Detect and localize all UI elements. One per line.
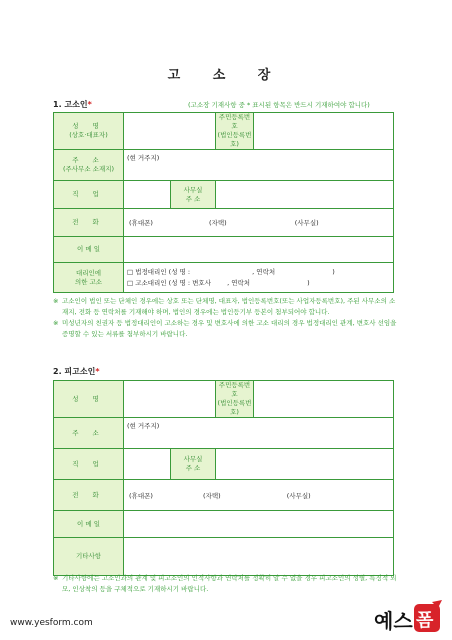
email-field[interactable] xyxy=(124,237,394,263)
name-label xyxy=(54,113,124,150)
regno-label xyxy=(216,113,254,150)
attorney-agent-close: ) xyxy=(307,278,310,287)
accused-regno-label xyxy=(216,381,254,418)
phone-mobile-label: (휴대폰) xyxy=(129,219,153,227)
yesform-logo xyxy=(372,600,444,634)
phone-label xyxy=(54,209,124,237)
accused-phone-office: (사무실) xyxy=(286,491,311,500)
accused-office-field[interactable] xyxy=(216,449,394,480)
office-label-line2: 주 소 xyxy=(185,194,201,203)
attorney-agent-contact: , 연락처 xyxy=(227,278,251,287)
logo-text-2: 폼 xyxy=(416,610,434,631)
yesform-logo-graphic xyxy=(372,600,444,634)
accused-phone-label xyxy=(54,480,124,511)
section-1-heading xyxy=(53,99,92,110)
agent-label xyxy=(54,263,124,293)
note-3 xyxy=(53,573,398,595)
email-label xyxy=(54,237,124,263)
accused-email-label-text: 이 메 일 xyxy=(77,519,100,528)
accused-name-label-text: 성 명 xyxy=(72,394,105,403)
note-symbol: ※ xyxy=(53,574,59,582)
agent-field xyxy=(124,263,394,293)
required-marker: * xyxy=(95,367,100,376)
required-guide-text: (고소장 기재사항 중 * 표시된 항목은 반드시 기재하여야 합니다) xyxy=(188,101,370,109)
note-3-text: 기타사항에는 고소인과의 관계 및 피고소인의 인적사항과 연락처를 정확히 알 수 없을 경우 피고소인의 성별, 특징적 외모, 인상착의 등을 구체적으로 기재하시기 바랍니다. xyxy=(62,574,397,593)
etc-label xyxy=(54,538,124,576)
accused-phone-field[interactable] xyxy=(124,480,394,511)
required-marker: * xyxy=(87,100,92,109)
section-1-heading-text: 1. 고소인 xyxy=(53,100,88,109)
section-2-notes xyxy=(53,573,398,595)
accused-email-field[interactable] xyxy=(124,511,394,538)
note-1-text: 고소인이 법인 또는 단체인 경우에는 상호 또는 단체명, 대표자, 법인등록번호(또는 사업자등록번호), 주된 사무소의 소재지, 전화 등 연락처를 기재해야 하며, 법인의 경우에는 법인등기부 등본이 첨부되어야 합니다. xyxy=(62,297,396,316)
accused-name-field[interactable] xyxy=(124,381,216,418)
legal-agent-contact: , 연락처 xyxy=(252,267,276,276)
section-2-heading xyxy=(53,366,100,377)
phone-label-text: 전 화 xyxy=(72,218,105,226)
accused-address-label-text: 주 소 xyxy=(72,428,105,437)
job-label-text: 직 업 xyxy=(72,190,105,198)
footer-url[interactable]: www.yesform.com xyxy=(10,618,93,628)
name-label-line1: 성 명 xyxy=(72,122,105,130)
address-hint: (현 거주지) xyxy=(127,154,160,162)
agent-label-line1: 대리인에 xyxy=(75,268,102,277)
regno-field[interactable] xyxy=(254,113,394,150)
accused-regno-line1: 주민등록번호 xyxy=(218,381,251,398)
note-2-text: 미성년자의 친권자 등 법정대리인이 고소하는 경우 및 변호사에 의한 고소 대리의 경우 법정대리인 관계, 변호사 선임을 증명할 수 있는 서류를 첨부하시기 바랍니다. xyxy=(62,319,397,338)
accused-name-label xyxy=(54,381,124,418)
document-title: 고 소 장 xyxy=(167,68,285,83)
accused-job-label-text: 직 업 xyxy=(72,459,105,468)
accused-office-line1: 사무실 xyxy=(183,455,203,463)
etc-field[interactable] xyxy=(124,538,394,576)
regno-label-line2: (법인등록번호) xyxy=(217,131,252,148)
note-2 xyxy=(53,318,398,340)
accused-table xyxy=(53,380,394,576)
address-label-line2: (주사무소 소재지) xyxy=(62,165,115,173)
accused-address-field[interactable] xyxy=(124,418,394,449)
accused-phone-mobile: (휴대폰) xyxy=(129,491,153,500)
phone-field[interactable] xyxy=(124,209,394,237)
phone-home-label: (자택) xyxy=(209,219,227,227)
section-1-notes xyxy=(53,296,398,340)
accused-phone-home: (자택) xyxy=(203,491,221,500)
name-field[interactable] xyxy=(124,113,216,150)
note-1 xyxy=(53,296,398,318)
legal-agent-option[interactable] xyxy=(127,267,390,278)
complainant-table xyxy=(53,112,394,293)
note-symbol: ※ xyxy=(53,319,59,327)
email-label-text: 이 메 일 xyxy=(77,245,100,253)
name-label-line2: (상호·대표자) xyxy=(69,131,108,139)
office-address-field[interactable] xyxy=(216,181,394,209)
accused-email-label xyxy=(54,511,124,538)
office-address-label xyxy=(171,181,216,209)
agent-label-line2: 의한 고소 xyxy=(74,277,103,286)
accused-address-hint: (현 거주지) xyxy=(127,422,160,430)
etc-label-text: 기타사항 xyxy=(75,552,102,560)
address-field[interactable] xyxy=(124,150,394,181)
attorney-agent-option[interactable] xyxy=(127,278,390,289)
address-label-line1: 주 소 xyxy=(72,156,105,164)
section-2-heading-text: 2. 피고소인 xyxy=(53,367,96,376)
accused-office-label xyxy=(171,449,216,480)
job-field[interactable] xyxy=(124,181,171,209)
regno-label-line1: 주민등록번호 xyxy=(218,113,251,130)
accused-regno-line2: (법인등록번호) xyxy=(217,399,252,416)
logo-text-1: 예스 xyxy=(374,609,413,633)
accused-address-label xyxy=(54,418,124,449)
legal-agent-close: ) xyxy=(332,267,335,276)
accused-office-line2: 주 소 xyxy=(185,464,201,472)
note-symbol: ※ xyxy=(53,297,59,305)
job-label xyxy=(54,181,124,209)
accused-regno-field[interactable] xyxy=(254,381,394,418)
legal-agent-text: □ 법정대리인 (성 명 : xyxy=(127,267,191,276)
office-label-line1: 사무실 xyxy=(183,185,203,194)
address-label xyxy=(54,150,124,181)
accused-job-field[interactable] xyxy=(124,449,171,480)
accused-phone-label-text: 전 화 xyxy=(72,490,105,499)
attorney-agent-text: □ 고소대리인 (성 명 : 변호사 xyxy=(127,278,211,287)
phone-office-label: (사무실) xyxy=(294,219,319,227)
accused-job-label xyxy=(54,449,124,480)
